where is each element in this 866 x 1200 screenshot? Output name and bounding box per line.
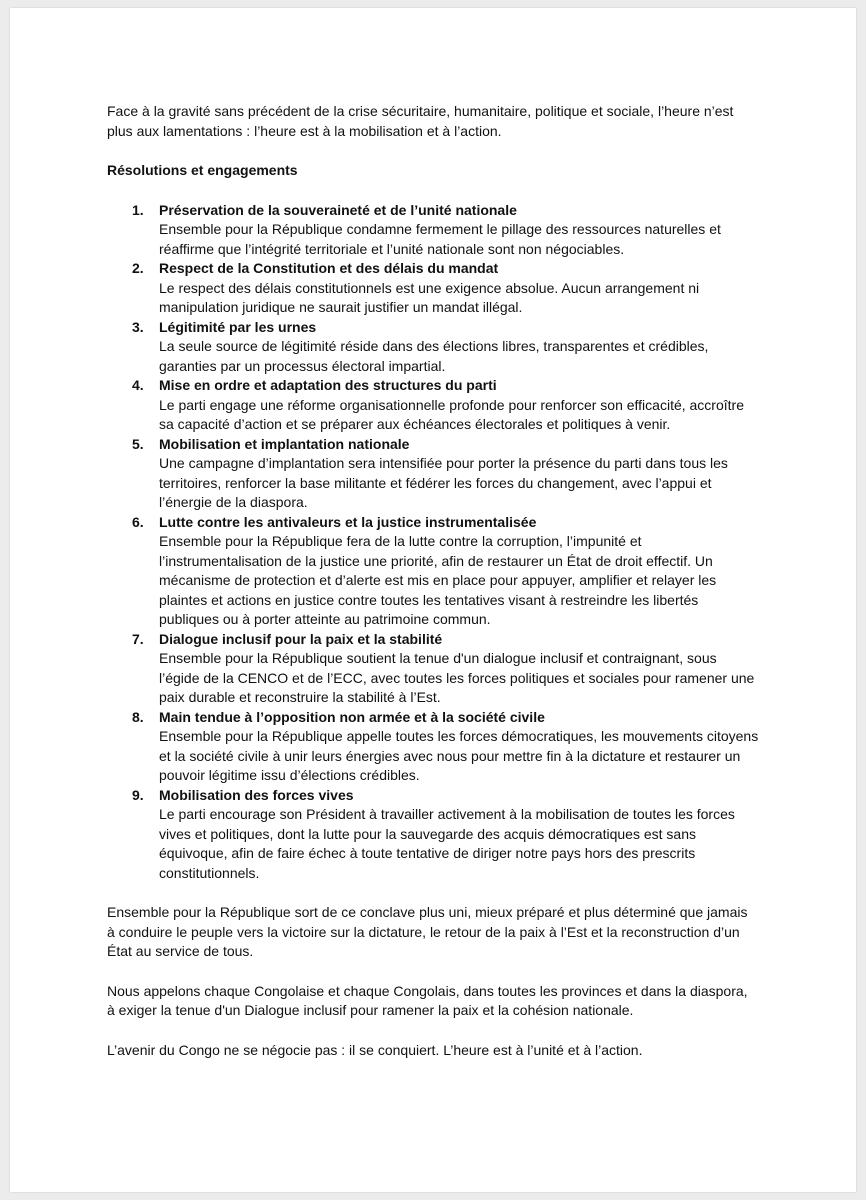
resolution-item	[107, 259, 759, 318]
resolution-title: Mobilisation et implantation nationale	[159, 435, 410, 452]
resolution-title: Mobilisation des forces vives	[159, 786, 354, 803]
intro-paragraph: Face à la gravité sans précédent de la crise sécuritaire, humanitaire, politique et sociale, l’heure n’est plus aux lamentations : l’heure est à la mobilisation et à l’action.	[107, 103, 734, 139]
resolution-number: 3.	[132, 318, 144, 335]
document-body	[107, 102, 759, 1080]
resolution-number: 4.	[132, 377, 144, 393]
resolution-title: Légitimité par les urnes	[159, 318, 317, 335]
resolution-item	[107, 318, 759, 377]
resolution-title: Mise en ordre et adaptation des structures du parti	[159, 377, 497, 393]
resolution-number: 1.	[132, 201, 144, 218]
resolution-number: 6.	[132, 513, 144, 530]
resolution-number: 7.	[132, 630, 144, 647]
resolution-body: Le parti encourage son Président à travailler activement à la mobilisation de toutes les forces vives et politiques, dont la lutte pour la sauvegarde des acquis démocratiques est sans équivoque, afin de faire échec à toute tentative de diriger notre pays hors des prescrits constitutionnels.	[159, 806, 735, 881]
resolution-title: Préservation de la souveraineté et de l’unité nationale	[159, 201, 517, 218]
resolution-item	[107, 376, 759, 435]
resolution-item	[107, 630, 759, 708]
resolution-body: Ensemble pour la République appelle toutes les forces démocratiques, les mouvements citoyens et la société civile à unir leurs énergies avec nous pour mettre fin à la dictature et restaurer un pouvoir légitime issu d’élections crédibles.	[159, 728, 759, 783]
resolution-title: Lutte contre les antivaleurs et la justice instrumentalisée	[159, 513, 537, 530]
resolution-title: Respect de la Constitution et des délais du mandat	[159, 260, 499, 276]
resolution-title: Dialogue inclusif pour la paix et la stabilité	[159, 630, 443, 647]
resolution-body: Ensemble pour la République soutient la tenue d'un dialogue inclusif et contraignant, sous l’égide de la CENCO et de l’ECC, avec toutes les forces politiques et sociales pour ramener une paix durable et reconstruire la stabilité à l’Est.	[159, 650, 755, 705]
resolution-number: 9.	[132, 786, 144, 803]
closing-paragraph-1: Ensemble pour la République sort de ce conclave plus uni, mieux préparé et plus déterminé que jamais à conduire le peuple vers la victoire sur la dictature, le retour de la paix à l’Est et la reconstruction d’un État au service de tous.	[107, 904, 748, 959]
closing-paragraph-3: L’avenir du Congo ne se négocie pas : il se conquiert. L’heure est à l’unité et à l’action.	[107, 1041, 643, 1058]
resolution-item	[107, 201, 759, 260]
resolution-item	[107, 513, 759, 630]
resolution-body: Le respect des délais constitutionnels est une exigence absolue. Aucun arrangement ni manipulation juridique ne saurait justifier un mandat illégal.	[159, 279, 700, 315]
resolution-number: 5.	[132, 435, 144, 452]
resolution-number: 2.	[132, 260, 144, 276]
document-page	[10, 8, 856, 1192]
resolution-item	[107, 435, 759, 513]
resolution-item	[107, 708, 759, 786]
closing-paragraph-2: Nous appelons chaque Congolaise et chaque Congolais, dans toutes les provinces et dans la diaspora, à exiger la tenue d'un Dialogue inclusif pour ramener la paix et la cohésion nationale.	[107, 982, 748, 1018]
resolutions-list	[107, 201, 759, 884]
resolution-number: 8.	[132, 708, 144, 725]
resolution-body: Une campagne d’implantation sera intensifiée pour porter la présence du parti dans tous les territoires, renforcer la base militante et fédérer les forces du changement, avec l’appui et l’énergie de la diaspora.	[159, 455, 728, 510]
section-heading: Résolutions et engagements	[107, 162, 298, 178]
resolution-body: Le parti engage une réforme organisationnelle profonde pour renforcer son efficacité, accroître sa capacité d’action et se préparer aux échéances électorales et politiques à venir.	[159, 396, 744, 432]
resolution-body: La seule source de légitimité réside dans des élections libres, transparentes et crédibles, garanties par un processus électoral impartial.	[159, 338, 709, 374]
resolution-body: Ensemble pour la République fera de la lutte contre la corruption, l’impunité et l’instrumentalisation de la justice une priorité, afin de restaurer un État de droit effectif. Un mécanisme de protection et d’alerte est mis en place pour appuyer, amplifier et relayer les plaintes et actions en justice contre toutes les tentatives visant à restreindre les libertés publiques ou à porter atteinte au patrimoine commun.	[159, 533, 717, 627]
resolution-title: Main tendue à l’opposition non armée et à la société civile	[159, 708, 545, 725]
resolution-body: Ensemble pour la République condamne fermement le pillage des ressources naturelles et réaffirme que l’intégrité territoriale et l’unité nationale sont non négociables.	[159, 221, 721, 257]
resolution-item	[107, 786, 759, 884]
